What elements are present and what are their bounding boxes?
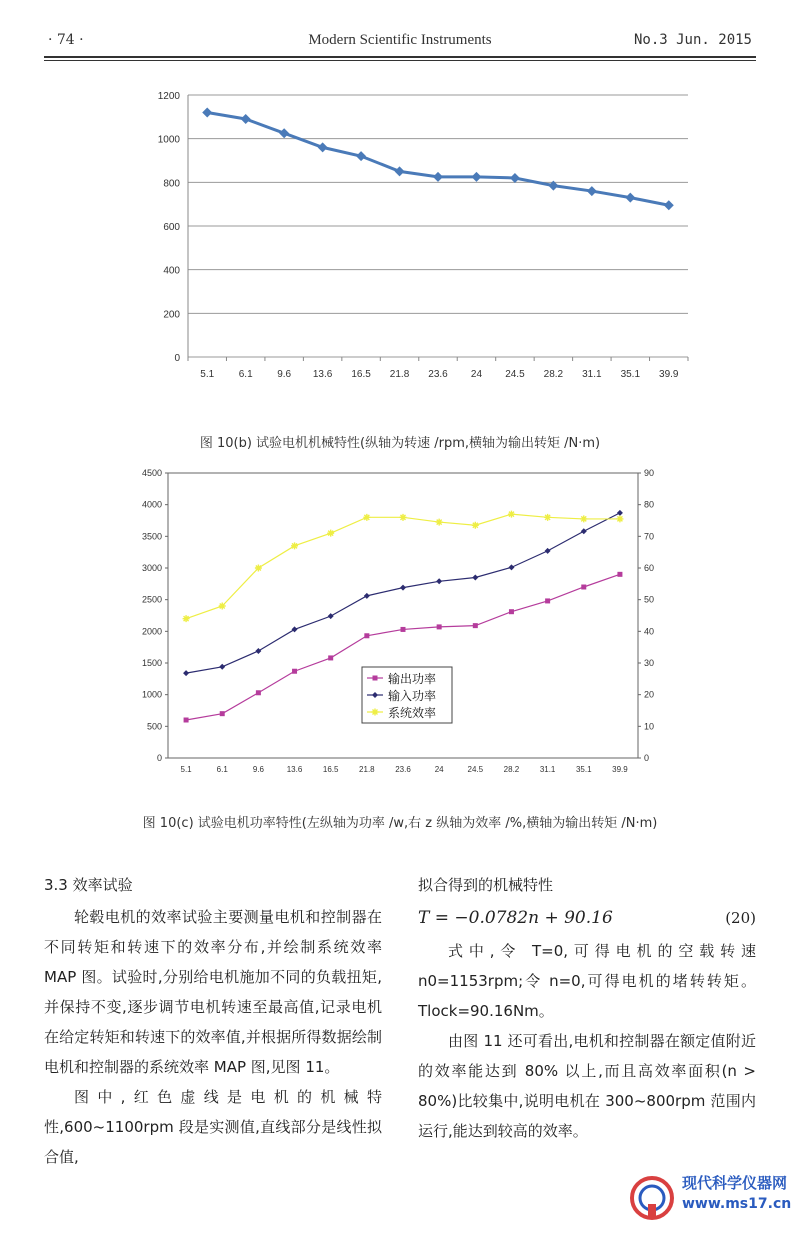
data-point — [328, 613, 334, 619]
section-heading: 3.3 效率试验 — [44, 876, 133, 894]
header-rule — [44, 56, 756, 58]
data-point — [219, 664, 225, 670]
y-left-tick-label: 3500 — [141, 531, 162, 542]
series-line — [186, 514, 620, 619]
y-left-tick-label: 4000 — [141, 499, 162, 510]
x-tick-label: 31.1 — [582, 369, 602, 380]
x-tick-label: 24.5 — [505, 369, 525, 380]
x-tick-label: 13.6 — [286, 765, 303, 774]
data-point — [510, 173, 520, 183]
y-left-tick-label: 2000 — [141, 626, 162, 637]
x-tick-label: 21.8 — [389, 369, 410, 380]
data-point — [617, 572, 622, 577]
y-right-tick-label: 60 — [644, 563, 655, 573]
data-point — [363, 514, 370, 521]
series-line — [186, 513, 620, 673]
x-tick-label: 23.6 — [428, 369, 448, 380]
legend-label: 输入功率 — [388, 689, 437, 703]
x-tick-label: 21.8 — [359, 765, 375, 774]
y-right-tick-label: 80 — [644, 499, 655, 510]
x-tick-label: 24 — [434, 765, 444, 774]
y-tick-label: 400 — [163, 265, 180, 277]
y-left-tick-label: 2500 — [141, 594, 162, 605]
data-point — [472, 575, 478, 581]
y-right-tick-label: 30 — [644, 658, 655, 668]
data-point — [581, 585, 586, 590]
data-point — [220, 711, 225, 716]
y-right-tick-label: 70 — [644, 531, 655, 542]
x-tick-label: 6.1 — [238, 369, 253, 380]
data-point — [219, 603, 226, 610]
journal-name: Modern Scientific Instruments — [308, 32, 492, 48]
y-tick-label: 600 — [163, 222, 180, 233]
watermark-name: 现代科学仪器网 — [682, 1174, 788, 1192]
x-tick-label: 9.6 — [252, 765, 264, 774]
header-rule-thin — [44, 60, 756, 61]
data-point — [625, 193, 635, 203]
x-tick-label: 24.5 — [467, 765, 484, 774]
paragraph: 拟合得到的机械特性 — [418, 876, 554, 894]
data-point — [664, 200, 674, 210]
data-point — [183, 670, 189, 676]
x-tick-label: 31.1 — [539, 765, 556, 774]
right-column — [418, 870, 756, 1146]
data-point — [472, 522, 479, 529]
running-header — [44, 30, 756, 54]
data-point — [616, 515, 623, 522]
x-tick-label: 24 — [470, 369, 483, 380]
legend-label: 输出功率 — [388, 672, 437, 686]
data-point — [364, 593, 370, 599]
data-point — [241, 114, 251, 124]
y-left-tick-label: 4500 — [141, 468, 162, 478]
equation-number: (20) — [725, 909, 756, 927]
figure-10c-caption: 图 10(c) 试验电机功率特性(左纵轴为功率 /w,右 z 纵轴为效率 /%,横轴为输出转矩 /N·m) — [142, 816, 658, 831]
data-point — [400, 514, 407, 521]
x-tick-label: 16.5 — [322, 765, 339, 774]
data-point — [436, 519, 443, 526]
y-tick-label: 1000 — [157, 134, 180, 146]
y-right-tick-label: 10 — [644, 721, 655, 732]
page-number: · 74 · — [48, 32, 84, 48]
figure-10b-caption: 图 10(b) 试验电机机械特性(纵轴为转速 /rpm,横轴为输出转矩 /N·m) — [199, 436, 601, 451]
figure-10b-chart — [140, 80, 700, 390]
data-point — [545, 548, 551, 554]
data-point — [508, 511, 515, 518]
data-point — [202, 107, 212, 117]
data-point — [183, 615, 190, 622]
x-tick-label: 9.6 — [277, 369, 292, 380]
watermark-url: www.ms17.cn — [682, 1196, 792, 1212]
x-tick-label: 35.1 — [620, 369, 641, 380]
x-tick-label: 28.2 — [503, 765, 520, 774]
data-point — [255, 648, 261, 654]
paragraph: 轮毂电机的效率试验主要测量电机和控制器在不同转矩和转速下的效率分布,并绘制系统效率 MAP 图。试验时,分别给电机施加不同的负载扭矩,并保持不变,逐步调节电机转速至最高值,记录电机在给定转矩和转速下的效率值,并根据所得数据绘制电机和控制器的系统效率 MAP 图,见图 11。 — [44, 908, 382, 1076]
data-point — [581, 528, 587, 534]
legend-label: 系统效率 — [388, 706, 437, 720]
legend-marker — [372, 709, 379, 716]
issue-info: No.3 Jun. 2015 — [633, 32, 752, 48]
data-point — [436, 578, 442, 584]
data-point — [327, 530, 334, 537]
x-tick-label: 13.6 — [312, 369, 333, 380]
data-point — [292, 626, 298, 632]
data-point — [328, 655, 333, 660]
paragraph: 式中,令 T=0,可得电机的空载转速 n0=1153rpm;令 n=0,可得电机的堵转转矩。Tlock=90.16Nm。 — [418, 942, 756, 1020]
equation-20 — [418, 900, 756, 936]
data-point — [587, 186, 597, 196]
y-right-tick-label: 50 — [644, 594, 655, 605]
y-left-tick-label: 1500 — [141, 658, 162, 668]
x-tick-label: 16.5 — [351, 369, 371, 380]
data-point — [256, 690, 261, 695]
series-line — [207, 112, 669, 205]
y-left-tick-label: 3000 — [141, 563, 162, 573]
data-point — [291, 542, 298, 549]
y-right-tick-label: 90 — [644, 468, 655, 478]
data-point — [255, 565, 262, 572]
y-left-tick-label: 500 — [146, 721, 162, 732]
legend-marker — [373, 676, 378, 681]
y-tick-label: 200 — [163, 309, 180, 321]
equation-text: T = −0.0782n + 90.16 — [418, 908, 613, 928]
data-point — [356, 151, 366, 161]
x-tick-label: 6.1 — [216, 765, 228, 774]
x-tick-label: 35.1 — [575, 765, 592, 774]
data-point — [508, 564, 514, 570]
data-point — [401, 627, 406, 632]
figure-10c-chart — [130, 463, 670, 783]
y-tick-label: 1200 — [157, 91, 180, 102]
data-point — [617, 510, 623, 516]
x-tick-label: 5.1 — [200, 369, 215, 380]
left-column — [44, 870, 382, 1172]
x-tick-label: 5.1 — [180, 765, 192, 774]
data-point — [318, 142, 328, 152]
data-point — [184, 718, 189, 723]
data-point — [437, 624, 442, 629]
paragraph: 图中,红色虚线是电机的机械特性,600~1100rpm 段是实测值,直线部分是线性拟合值, — [44, 1088, 382, 1166]
y-left-tick-label: 0 — [156, 753, 162, 763]
paragraph: 由图 11 还可看出,电机和控制器在额定值附近的效率能达到 80% 以上,而且高效率面积(n > 80%)比较集中,说明电机在 300~800rpm 范围内运行,能达到较高的效率。 — [418, 1032, 756, 1140]
y-right-tick-label: 20 — [644, 689, 655, 700]
data-point — [279, 128, 289, 138]
y-tick-label: 800 — [163, 178, 180, 190]
data-point — [400, 585, 406, 591]
x-tick-label: 28.2 — [543, 369, 564, 380]
x-tick-label: 23.6 — [395, 765, 411, 774]
y-left-tick-label: 1000 — [141, 689, 162, 700]
data-point — [580, 515, 587, 522]
data-point — [292, 669, 297, 674]
x-tick-label: 39.9 — [659, 369, 679, 380]
y-right-tick-label: 0 — [644, 753, 650, 763]
data-point — [545, 598, 550, 603]
y-right-tick-label: 40 — [644, 626, 655, 637]
data-point — [471, 172, 481, 182]
watermark — [628, 1170, 798, 1230]
data-point — [395, 166, 405, 176]
watermark-logo-icon — [628, 1174, 676, 1224]
data-point — [544, 514, 551, 521]
data-point — [509, 609, 514, 614]
data-point — [473, 623, 478, 628]
data-point — [364, 633, 369, 638]
data-point — [433, 172, 443, 182]
x-tick-label: 39.9 — [612, 765, 628, 774]
y-tick-label: 0 — [174, 353, 180, 364]
